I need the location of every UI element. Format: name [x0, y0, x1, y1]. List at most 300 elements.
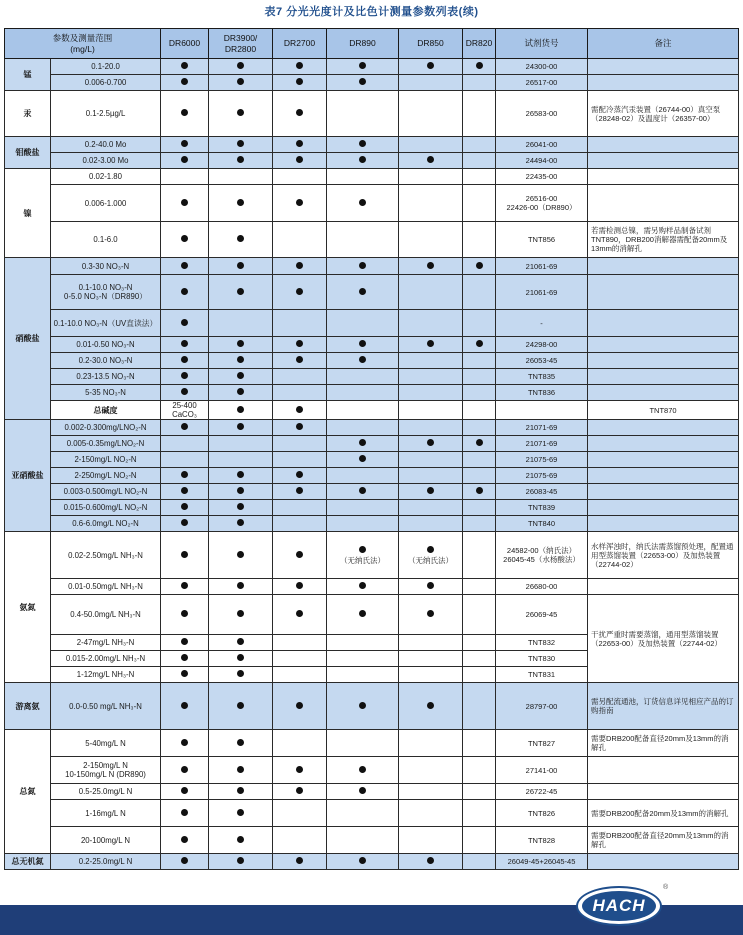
- range-cell: 5-40mg/L N: [51, 730, 161, 757]
- instrument-cell: [399, 353, 463, 369]
- supported-dot-icon: [237, 787, 244, 794]
- instrument-cell: [463, 310, 496, 337]
- range-cell: 0.01-0.50 NO₃-N: [51, 337, 161, 353]
- note-cell: [588, 169, 739, 185]
- instrument-cell: [327, 595, 399, 635]
- supported-dot-icon: [181, 836, 188, 843]
- reagent-code-cell: TNT827: [496, 730, 588, 757]
- instrument-cell: [496, 401, 588, 420]
- instrument-cell: [399, 436, 463, 452]
- header-dr2700: DR2700: [273, 29, 327, 59]
- supported-dot-icon: [427, 857, 434, 864]
- supported-dot-icon: [237, 487, 244, 494]
- supported-dot-icon: [296, 551, 303, 558]
- instrument-cell: [399, 784, 463, 800]
- instrument-cell: [399, 532, 463, 579]
- instrument-cell: [161, 468, 209, 484]
- instrument-cell: [399, 153, 463, 169]
- supported-dot-icon: [237, 551, 244, 558]
- note-cell: 需配冷蒸汽汞装置（26744-00）真空泵（28248-02）及温度计（26357-00）: [588, 91, 739, 137]
- supported-dot-icon: [296, 356, 303, 363]
- supported-dot-icon: [237, 340, 244, 347]
- table-row: [5, 827, 739, 854]
- instrument-cell: [463, 854, 496, 870]
- reagent-code-cell: 26680-00: [496, 579, 588, 595]
- supported-dot-icon: [237, 288, 244, 295]
- supported-dot-icon: [181, 471, 188, 478]
- param-name-cell: 氨氮: [5, 532, 51, 683]
- instrument-cell: [273, 275, 327, 310]
- instrument-cell: [399, 420, 463, 436]
- note-cell: 若需检测总镍，需另购样品制备试剂TNT890，DRB200消解器需配备20mm及13mm的消解孔: [588, 222, 739, 258]
- instrument-cell: [161, 827, 209, 854]
- instrument-cell: [463, 730, 496, 757]
- method-note: （无纳氏法）: [340, 555, 386, 565]
- reagent-code-cell: 26053-45: [496, 353, 588, 369]
- instrument-cell: [209, 484, 273, 500]
- range-cell: 0.23-13.5 NO₃-N: [51, 369, 161, 385]
- supported-dot-icon: [359, 439, 366, 446]
- instrument-cell: [273, 59, 327, 75]
- supported-dot-icon: [181, 340, 188, 347]
- instrument-cell: [327, 784, 399, 800]
- table-row: [5, 854, 739, 870]
- supported-dot-icon: [237, 638, 244, 645]
- note-cell: [588, 59, 739, 75]
- instrument-cell: [463, 420, 496, 436]
- supported-dot-icon: [359, 857, 366, 864]
- note-cell: [588, 436, 739, 452]
- supported-dot-icon: [359, 262, 366, 269]
- instrument-cell: [273, 222, 327, 258]
- instrument-cell: [273, 353, 327, 369]
- supported-dot-icon: [237, 503, 244, 510]
- instrument-cell: [463, 185, 496, 222]
- supported-dot-icon: [359, 702, 366, 709]
- instrument-cell: [161, 153, 209, 169]
- table-row: [5, 91, 739, 137]
- supported-dot-icon: [237, 670, 244, 677]
- supported-dot-icon: [181, 319, 188, 326]
- instrument-cell: [161, 730, 209, 757]
- table-row: [5, 185, 739, 222]
- instrument-cell: [161, 310, 209, 337]
- instrument-cell: [209, 516, 273, 532]
- instrument-cell: [399, 258, 463, 275]
- table-row: [5, 353, 739, 369]
- table-row: [5, 137, 739, 153]
- param-name-cell: 钼酸盐: [5, 137, 51, 169]
- instrument-cell: [161, 369, 209, 385]
- instrument-cell: [463, 137, 496, 153]
- note-cell: [588, 420, 739, 436]
- instrument-cell: [273, 137, 327, 153]
- supported-dot-icon: [237, 262, 244, 269]
- supported-dot-icon: [427, 439, 434, 446]
- range-cell: 0.006-1.000: [51, 185, 161, 222]
- instrument-cell: [399, 401, 463, 420]
- table-row: [5, 420, 739, 436]
- table-row: [5, 153, 739, 169]
- instrument-cell: [209, 827, 273, 854]
- instrument-cell: [399, 500, 463, 516]
- instrument-cell: [209, 784, 273, 800]
- supported-dot-icon: [237, 423, 244, 430]
- table-row: [5, 401, 739, 420]
- reagent-code-cell: 24582-00（纳氏法） 26045-45（水杨酸法）: [496, 532, 588, 579]
- supported-dot-icon: [427, 62, 434, 69]
- instrument-cell: [327, 137, 399, 153]
- instrument-cell: [161, 635, 209, 651]
- logo-text: HACH: [582, 891, 656, 921]
- supported-dot-icon: [237, 857, 244, 864]
- instrument-cell: [209, 468, 273, 484]
- instrument-cell: [399, 595, 463, 635]
- range-cell: 0.02-2.50mg/L NH₃-N: [51, 532, 161, 579]
- param-name-cell: 总碱度: [51, 401, 161, 420]
- instrument-cell: [399, 683, 463, 730]
- table-header-row: [5, 29, 739, 59]
- supported-dot-icon: [296, 288, 303, 295]
- table-row: [5, 385, 739, 401]
- instrument-cell: [209, 310, 273, 337]
- instrument-cell: [463, 275, 496, 310]
- instrument-cell: [161, 75, 209, 91]
- table-row: [5, 275, 739, 310]
- registered-mark: ®: [663, 884, 669, 891]
- supported-dot-icon: [181, 356, 188, 363]
- param-name-cell: 镍: [5, 169, 51, 258]
- supported-dot-icon: [359, 455, 366, 462]
- range-cell: 0.1-20.0: [51, 59, 161, 75]
- range-cell: 25-400 CaCO₃: [161, 401, 209, 420]
- supported-dot-icon: [476, 62, 483, 69]
- note-cell: [588, 153, 739, 169]
- supported-dot-icon: [181, 638, 188, 645]
- param-name-cell: 汞: [5, 91, 51, 137]
- instrument-cell: [161, 532, 209, 579]
- supported-dot-icon: [296, 406, 303, 413]
- supported-dot-icon: [181, 140, 188, 147]
- supported-dot-icon: [181, 739, 188, 746]
- range-cell: 0.015-2.00mg/L NH₃-N: [51, 651, 161, 667]
- table-row: [5, 369, 739, 385]
- table-row: [5, 800, 739, 827]
- instrument-cell: [209, 800, 273, 827]
- instrument-cell: [273, 500, 327, 516]
- instrument-cell: [273, 854, 327, 870]
- instrument-cell: [209, 337, 273, 353]
- instrument-cell: [209, 153, 273, 169]
- range-cell: 5-35 NO₃-N: [51, 385, 161, 401]
- supported-dot-icon: [181, 423, 188, 430]
- table-row: [5, 222, 739, 258]
- note-cell: [588, 353, 739, 369]
- instrument-cell: [273, 153, 327, 169]
- supported-dot-icon: [296, 109, 303, 116]
- instrument-cell: [209, 579, 273, 595]
- instrument-cell: [273, 420, 327, 436]
- table-row: [5, 579, 739, 595]
- supported-dot-icon: [237, 471, 244, 478]
- supported-dot-icon: [181, 62, 188, 69]
- instrument-cell: [209, 854, 273, 870]
- reagent-code-cell: TNT836: [496, 385, 588, 401]
- instrument-cell: [327, 310, 399, 337]
- supported-dot-icon: [427, 340, 434, 347]
- range-cell: 0.003-0.500mg/L NO₂-N: [51, 484, 161, 500]
- note-cell: [588, 516, 739, 532]
- instrument-cell: [463, 595, 496, 635]
- instrument-cell: [399, 452, 463, 468]
- note-cell: [588, 275, 739, 310]
- instrument-cell: [327, 484, 399, 500]
- reagent-code-cell: 26517-00: [496, 75, 588, 91]
- instrument-cell: [209, 185, 273, 222]
- instrument-cell: [327, 369, 399, 385]
- instrument-cell: [399, 827, 463, 854]
- instrument-cell: [273, 169, 327, 185]
- note-cell: [588, 757, 739, 784]
- instrument-cell: [161, 667, 209, 683]
- supported-dot-icon: [181, 487, 188, 494]
- instrument-cell: [273, 258, 327, 275]
- supported-dot-icon: [359, 610, 366, 617]
- supported-dot-icon: [181, 235, 188, 242]
- param-name-cell: 总氮: [5, 730, 51, 854]
- instrument-cell: [327, 532, 399, 579]
- supported-dot-icon: [181, 156, 188, 163]
- instrument-cell: [161, 91, 209, 137]
- instrument-cell: [273, 436, 327, 452]
- supported-dot-icon: [237, 739, 244, 746]
- instrument-cell: [273, 468, 327, 484]
- instrument-cell: [399, 275, 463, 310]
- instrument-cell: [327, 153, 399, 169]
- supported-dot-icon: [237, 235, 244, 242]
- table-row: [5, 500, 739, 516]
- instrument-cell: [161, 579, 209, 595]
- range-cell: 20-100mg/L N: [51, 827, 161, 854]
- reagent-code-cell: 21061-69: [496, 258, 588, 275]
- reagent-code-cell: 21075-69: [496, 452, 588, 468]
- reagent-code-cell: 26041-00: [496, 137, 588, 153]
- instrument-cell: [273, 667, 327, 683]
- instrument-cell: [273, 683, 327, 730]
- supported-dot-icon: [296, 423, 303, 430]
- instrument-cell: [399, 91, 463, 137]
- reagent-code-cell: -: [496, 310, 588, 337]
- range-cell: 2-150mg/L NO₂-N: [51, 452, 161, 468]
- instrument-cell: [463, 385, 496, 401]
- instrument-cell: [161, 516, 209, 532]
- supported-dot-icon: [237, 809, 244, 816]
- instrument-cell: [399, 800, 463, 827]
- supported-dot-icon: [359, 340, 366, 347]
- reagent-code-cell: 26722-45: [496, 784, 588, 800]
- reagent-code-cell: TNT839: [496, 500, 588, 516]
- range-cell: 0.1-10.0 NO₃-N（UV直读法）: [51, 310, 161, 337]
- instrument-cell: [399, 310, 463, 337]
- instrument-cell: [463, 153, 496, 169]
- supported-dot-icon: [181, 78, 188, 85]
- instrument-cell: [399, 854, 463, 870]
- supported-dot-icon: [181, 262, 188, 269]
- instrument-cell: [463, 635, 496, 651]
- note-cell: 需要DRB200配备直径20mm及13mm的消解孔: [588, 730, 739, 757]
- table-row: [5, 532, 739, 579]
- param-name-cell: 游离氨: [5, 683, 51, 730]
- note-cell: [588, 854, 739, 870]
- supported-dot-icon: [359, 787, 366, 794]
- reagent-code-cell: 26049-45+26045-45: [496, 854, 588, 870]
- supported-dot-icon: [476, 487, 483, 494]
- instrument-cell: [399, 385, 463, 401]
- supported-dot-icon: [359, 356, 366, 363]
- header-reagent: 试剂货号: [496, 29, 588, 59]
- instrument-cell: [273, 310, 327, 337]
- instrument-cell: [463, 436, 496, 452]
- instrument-cell: [161, 854, 209, 870]
- instrument-cell: [209, 275, 273, 310]
- note-cell: [588, 369, 739, 385]
- reagent-code-cell: 26069-45: [496, 595, 588, 635]
- instrument-cell: [327, 730, 399, 757]
- reagent-code-cell: TNT832: [496, 635, 588, 651]
- note-cell: 需要DRB200配备20mm及13mm的消解孔: [588, 800, 739, 827]
- range-cell: 0.1-6.0: [51, 222, 161, 258]
- instrument-cell: [327, 635, 399, 651]
- instrument-cell: [327, 401, 399, 420]
- supported-dot-icon: [296, 857, 303, 864]
- supported-dot-icon: [427, 487, 434, 494]
- instrument-cell: [327, 854, 399, 870]
- note-cell: [588, 137, 739, 153]
- supported-dot-icon: [181, 766, 188, 773]
- instrument-cell: [399, 169, 463, 185]
- supported-dot-icon: [296, 62, 303, 69]
- instrument-cell: [161, 169, 209, 185]
- instrument-cell: [399, 59, 463, 75]
- supported-dot-icon: [181, 787, 188, 794]
- instrument-cell: [273, 91, 327, 137]
- supported-dot-icon: [296, 610, 303, 617]
- reagent-code-cell: 24494-00: [496, 153, 588, 169]
- table-row: [5, 436, 739, 452]
- supported-dot-icon: [181, 503, 188, 510]
- instrument-cell: [463, 337, 496, 353]
- reagent-code-cell: TNT856: [496, 222, 588, 258]
- instrument-cell: [463, 683, 496, 730]
- instrument-cell: [273, 635, 327, 651]
- header-dr890: DR890: [327, 29, 399, 59]
- instrument-cell: [463, 222, 496, 258]
- supported-dot-icon: [237, 702, 244, 709]
- reagent-code-cell: 21071-69: [496, 420, 588, 436]
- supported-dot-icon: [237, 610, 244, 617]
- reagent-code-cell: 21061-69: [496, 275, 588, 310]
- instrument-cell: [327, 353, 399, 369]
- instrument-cell: [161, 137, 209, 153]
- instrument-cell: [327, 651, 399, 667]
- table-row: [5, 59, 739, 75]
- range-cell: 0.015-0.600mg/L NO₂-N: [51, 500, 161, 516]
- instrument-cell: [209, 169, 273, 185]
- instrument-cell: [463, 169, 496, 185]
- page-title: 表7 分光光度计及比色计测量参数列表(续): [264, 6, 479, 18]
- supported-dot-icon: [237, 109, 244, 116]
- instrument-cell: [327, 91, 399, 137]
- supported-dot-icon: [427, 610, 434, 617]
- note-cell: [588, 484, 739, 500]
- instrument-cell: [463, 500, 496, 516]
- note-cell: [588, 337, 739, 353]
- instrument-cell: [161, 222, 209, 258]
- supported-dot-icon: [427, 582, 434, 589]
- instrument-cell: [209, 651, 273, 667]
- instrument-cell: [209, 595, 273, 635]
- supported-dot-icon: [476, 262, 483, 269]
- note-cell: [588, 784, 739, 800]
- instrument-cell: [327, 683, 399, 730]
- instrument-cell: [399, 137, 463, 153]
- instrument-cell: [273, 369, 327, 385]
- supported-dot-icon: [296, 340, 303, 347]
- note-cell: [588, 500, 739, 516]
- instrument-cell: [161, 484, 209, 500]
- instrument-cell: [327, 59, 399, 75]
- instrument-cell: [209, 59, 273, 75]
- supported-dot-icon: [181, 654, 188, 661]
- header-note: 备注: [588, 29, 739, 59]
- reagent-code-cell: TNT830: [496, 651, 588, 667]
- reagent-code-cell: TNT826: [496, 800, 588, 827]
- instrument-cell: [161, 59, 209, 75]
- instrument-cell: [327, 579, 399, 595]
- supported-dot-icon: [237, 78, 244, 85]
- table-row: [5, 683, 739, 730]
- param-name-cell: 锰: [5, 59, 51, 91]
- note-cell: [588, 310, 739, 337]
- instrument-cell: [161, 500, 209, 516]
- instrument-cell: [209, 757, 273, 784]
- reagent-code-cell: 24298-00: [496, 337, 588, 353]
- header-dr850: DR850: [399, 29, 463, 59]
- note-cell: 干扰严重时需要蒸馏，通用型蒸馏装置（22653-00）及加热装置（22744-02）: [588, 595, 739, 683]
- supported-dot-icon: [427, 546, 434, 553]
- note-cell: [588, 579, 739, 595]
- instrument-cell: [463, 91, 496, 137]
- reagent-code-cell: 22435-00: [496, 169, 588, 185]
- supported-dot-icon: [237, 140, 244, 147]
- instrument-cell: [327, 452, 399, 468]
- range-cell: 0.005-0.35mg/LNO₂-N: [51, 436, 161, 452]
- supported-dot-icon: [237, 199, 244, 206]
- range-cell: 2-150mg/L N 10-150mg/L N (DR890): [51, 757, 161, 784]
- instrument-cell: [399, 369, 463, 385]
- table-row: [5, 516, 739, 532]
- table-row: [5, 484, 739, 500]
- param-name-cell: 总无机氮: [5, 854, 51, 870]
- instrument-cell: [327, 500, 399, 516]
- instrument-cell: [399, 516, 463, 532]
- instrument-cell: [399, 75, 463, 91]
- supported-dot-icon: [296, 262, 303, 269]
- param-name-cell: 硝酸盐: [5, 258, 51, 420]
- instrument-cell: [209, 635, 273, 651]
- supported-dot-icon: [296, 199, 303, 206]
- instrument-cell: [463, 800, 496, 827]
